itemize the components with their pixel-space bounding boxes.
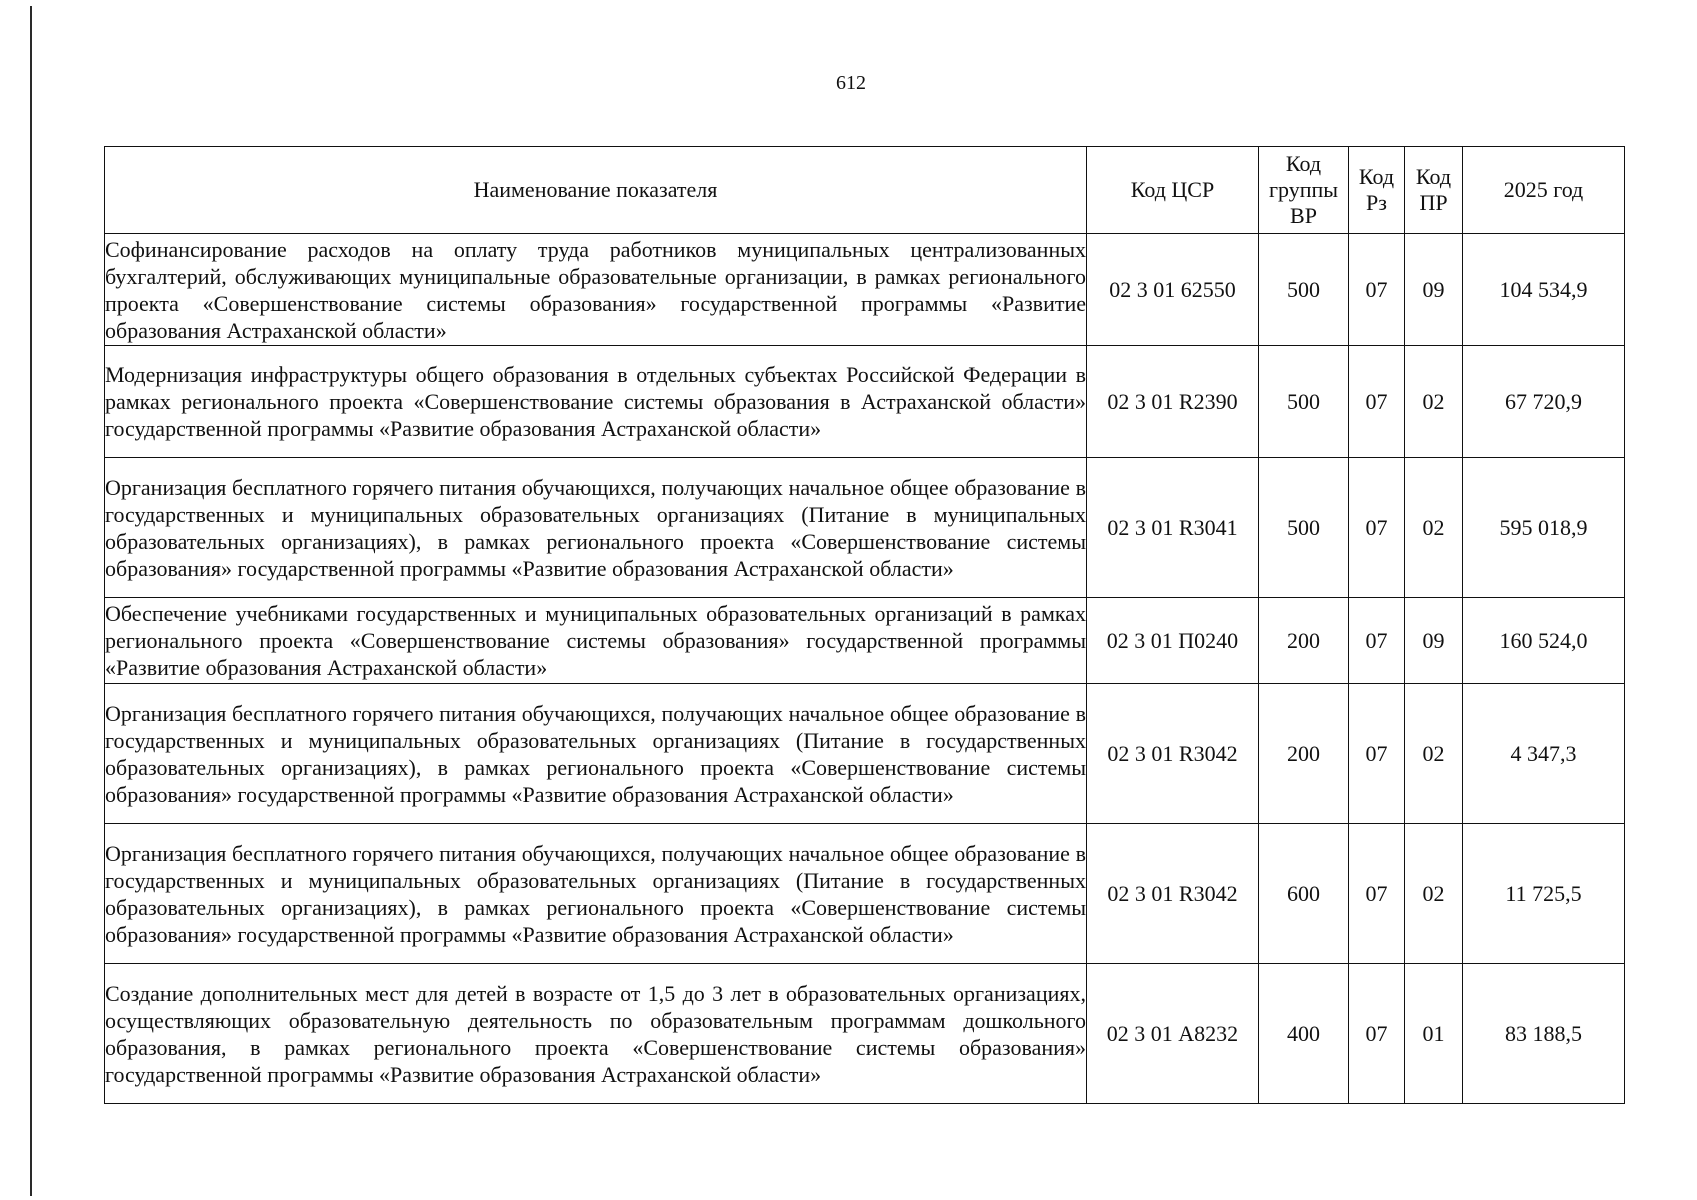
row-vr: 200 bbox=[1259, 684, 1349, 824]
row-csr: 02 3 01 R3042 bbox=[1087, 824, 1259, 964]
row-rz: 07 bbox=[1349, 964, 1405, 1104]
row-amount: 11 725,5 bbox=[1463, 824, 1625, 964]
table-row bbox=[105, 458, 1625, 598]
row-amount: 83 188,5 bbox=[1463, 964, 1625, 1104]
row-pr: 01 bbox=[1405, 964, 1463, 1104]
row-amount: 104 534,9 bbox=[1463, 234, 1625, 346]
row-vr: 200 bbox=[1259, 598, 1349, 684]
header-rz: Код Рз bbox=[1349, 147, 1405, 234]
table-row bbox=[105, 684, 1625, 824]
row-rz: 07 bbox=[1349, 346, 1405, 458]
row-csr: 02 3 01 П0240 bbox=[1087, 598, 1259, 684]
scan-edge-line bbox=[30, 6, 32, 1196]
row-vr: 400 bbox=[1259, 964, 1349, 1104]
table-row bbox=[105, 346, 1625, 458]
row-rz: 07 bbox=[1349, 458, 1405, 598]
row-pr: 02 bbox=[1405, 458, 1463, 598]
row-pr: 02 bbox=[1405, 346, 1463, 458]
page-number: 612 bbox=[836, 72, 866, 94]
row-csr: 02 3 01 А8232 bbox=[1087, 964, 1259, 1104]
row-pr: 09 bbox=[1405, 598, 1463, 684]
table-row bbox=[105, 234, 1625, 346]
row-vr: 600 bbox=[1259, 824, 1349, 964]
row-pr: 02 bbox=[1405, 824, 1463, 964]
row-name: Софинансирование расходов на оплату труда работников муниципальных централизованных бухгалтерий, обслуживающих муниципальные образовательные организации, в рамках регионального проекта «Совершенствование системы образования» государственной программы «Развитие образования Астраханской области» bbox=[105, 234, 1087, 346]
header-csr: Код ЦСР bbox=[1087, 147, 1259, 234]
row-pr: 02 bbox=[1405, 684, 1463, 824]
row-name: Организация бесплатного горячего питания обучающихся, получающих начальное общее образование в государственных и муниципальных образовательных организациях (Питание в государственных образовательных организациях), в рамках регионального проекта «Совершенствование системы образования» государственной программы «Развитие образования Астраханской области» bbox=[105, 684, 1087, 824]
row-amount: 67 720,9 bbox=[1463, 346, 1625, 458]
header-amount: 2025 год bbox=[1463, 147, 1625, 234]
row-rz: 07 bbox=[1349, 684, 1405, 824]
row-rz: 07 bbox=[1349, 234, 1405, 346]
row-amount: 160 524,0 bbox=[1463, 598, 1625, 684]
table-row bbox=[105, 824, 1625, 964]
row-rz: 07 bbox=[1349, 598, 1405, 684]
budget-table bbox=[104, 146, 1625, 1104]
row-vr: 500 bbox=[1259, 458, 1349, 598]
row-pr: 09 bbox=[1405, 234, 1463, 346]
row-csr: 02 3 01 R3042 bbox=[1087, 684, 1259, 824]
table-header-row bbox=[105, 147, 1625, 234]
table-row bbox=[105, 598, 1625, 684]
row-csr: 02 3 01 62550 bbox=[1087, 234, 1259, 346]
row-amount: 4 347,3 bbox=[1463, 684, 1625, 824]
row-vr: 500 bbox=[1259, 346, 1349, 458]
row-name: Обеспечение учебниками государственных и муниципальных образовательных организаций в рамках регионального проекта «Совершенствование системы образования» государственной программы «Развитие образования Астраханской области» bbox=[105, 598, 1087, 684]
row-amount: 595 018,9 bbox=[1463, 458, 1625, 598]
header-pr: Код ПР bbox=[1405, 147, 1463, 234]
row-name: Организация бесплатного горячего питания обучающихся, получающих начальное общее образование в государственных и муниципальных образовательных организациях (Питание в государственных образовательных организациях), в рамках регионального проекта «Совершенствование системы образования» государственной программы «Развитие образования Астраханской области» bbox=[105, 824, 1087, 964]
row-csr: 02 3 01 R2390 bbox=[1087, 346, 1259, 458]
row-name: Организация бесплатного горячего питания обучающихся, получающих начальное общее образование в государственных и муниципальных образовательных организациях (Питание в муниципальных образовательных организациях), в рамках регионального проекта «Совершенствование системы образования» государственной программы «Развитие образования Астраханской области» bbox=[105, 458, 1087, 598]
table-row bbox=[105, 964, 1625, 1104]
row-name: Модернизация инфраструктуры общего образования в отдельных субъектах Российской Федерации в рамках регионального проекта «Совершенствование системы образования в Астраханской области» государственной программы «Развитие образования Астраханской области» bbox=[105, 346, 1087, 458]
header-vr: Код группы ВР bbox=[1259, 147, 1349, 234]
row-vr: 500 bbox=[1259, 234, 1349, 346]
row-csr: 02 3 01 R3041 bbox=[1087, 458, 1259, 598]
row-name: Создание дополнительных мест для детей в возрасте от 1,5 до 3 лет в образовательных организациях, осуществляющих образовательную деятельность по образовательным программам дошкольного образования, в рамках регионального проекта «Совершенствование системы образования» государственной программы «Развитие образования Астраханской области» bbox=[105, 964, 1087, 1104]
row-rz: 07 bbox=[1349, 824, 1405, 964]
header-name: Наименование показателя bbox=[105, 147, 1087, 234]
